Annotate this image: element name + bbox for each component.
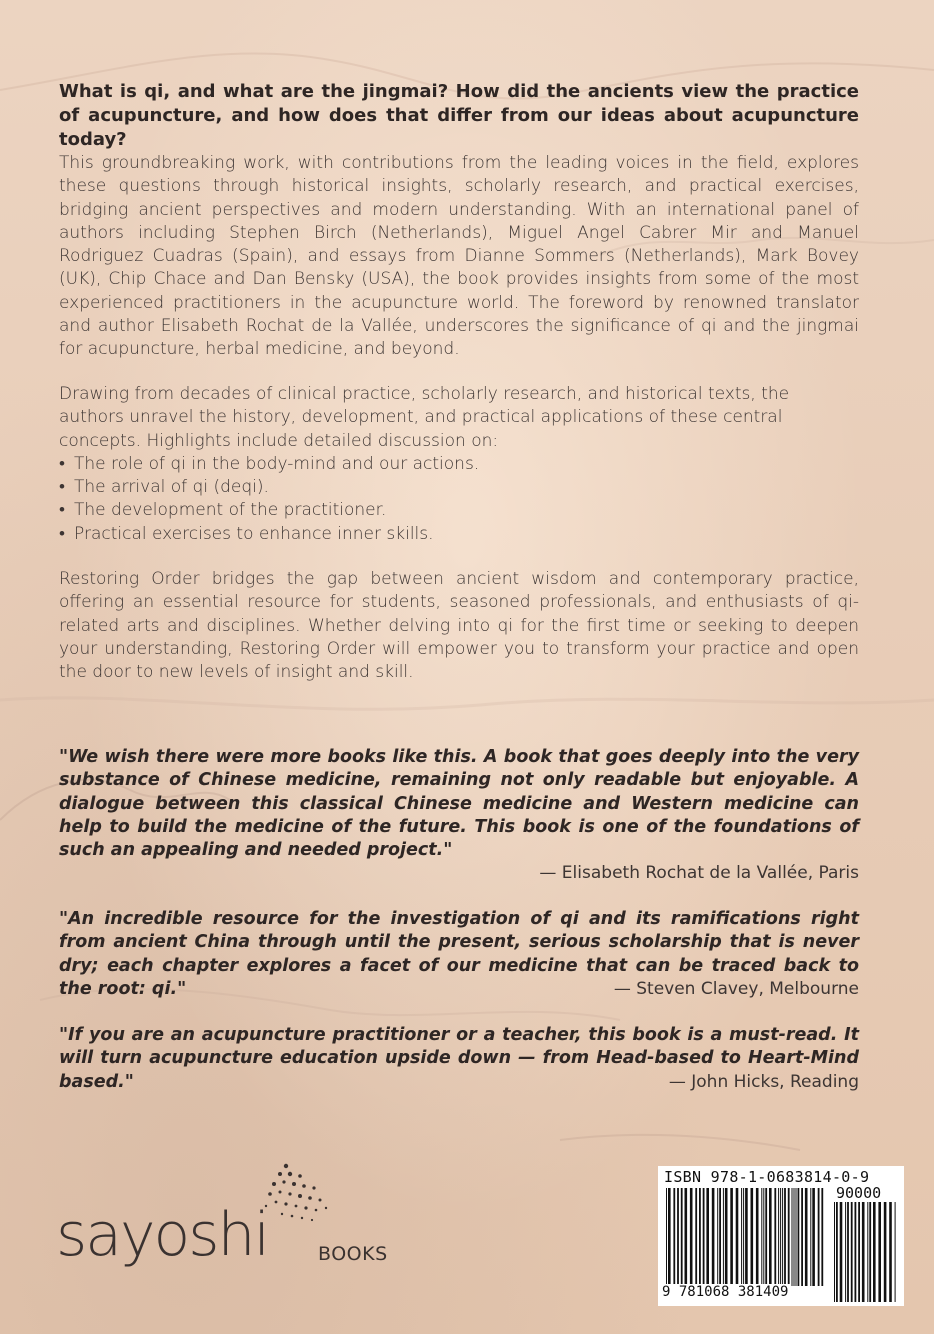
highlights-intro: Drawing from decades of clinical practice, scholarly research, and historical texts, the authors unravel the history, development, and practical applications of these central concepts. Highlights include detailed discussion on:: [59, 384, 790, 451]
barcode-bar: [712, 1188, 715, 1286]
barcode-bar: [858, 1202, 860, 1302]
logo-wordmark: sayoshi: [56, 1200, 269, 1270]
list-item: • The arrival of qi (deqi).: [59, 476, 859, 499]
barcode-bar: [818, 1188, 820, 1286]
barcode-bar: [889, 1202, 892, 1302]
barcode-bar: [719, 1188, 721, 1286]
barcode-bar: [774, 1188, 776, 1286]
list-item: • The development of the practitioner.: [59, 499, 859, 522]
barcode-bar: [723, 1188, 724, 1286]
barcode-bar: [668, 1188, 671, 1286]
endorsement-attribution: — John Hicks, Reading: [668, 1072, 859, 1092]
endorsement-attribution: — Elisabeth Rochat de la Vallée, Paris: [539, 863, 859, 883]
barcode-bar: [717, 1188, 718, 1286]
barcode-bar: [741, 1188, 742, 1286]
price-addon-number: 90000: [836, 1184, 882, 1202]
barcode-bar: [821, 1188, 823, 1286]
barcode-bar: [685, 1188, 688, 1286]
barcode-bar: [796, 1188, 797, 1286]
barcode-bar: [681, 1188, 683, 1286]
barcode-bar: [745, 1188, 748, 1286]
barcode-bar: [736, 1188, 739, 1286]
barcode-bar: [847, 1202, 849, 1302]
barcode-bar: [851, 1202, 853, 1302]
barcode-bar: [792, 1188, 793, 1286]
publisher-logo: [56, 1160, 396, 1290]
barcode-bar: [666, 1188, 667, 1286]
isbn-barcode: [658, 1166, 904, 1306]
ean-barcode-bars: [666, 1188, 826, 1286]
barcode-bar: [855, 1202, 857, 1302]
list-item: • Practical exercises to enhance inner skills.: [59, 523, 859, 546]
barcode-bar: [780, 1188, 781, 1286]
barcode-bar: [730, 1188, 733, 1286]
barcode-bar: [699, 1188, 701, 1286]
logo-books-label: BOOKS: [318, 1243, 388, 1265]
barcode-bar: [836, 1202, 838, 1302]
barcode-bar: [840, 1202, 843, 1302]
barcode-bar: [690, 1188, 693, 1286]
barcode-bar: [834, 1202, 835, 1302]
highlights-list: [59, 453, 859, 546]
barcode-bar: [878, 1202, 881, 1302]
lead-question: What is qi, and what are the jingmai? How did the ancients view the practice of acupuncture, and how does that differ from our ideas about acupuncture today?: [59, 81, 859, 150]
barcode-bar: [765, 1188, 767, 1286]
barcode-bar: [788, 1188, 790, 1286]
ean-number: 9 781068 381409: [662, 1284, 789, 1300]
barcode-bar: [812, 1188, 815, 1286]
endorsement-attribution: — Steven Clavey, Melbourne: [613, 979, 859, 999]
endorsement-quote: "We wish there were more books like this. A book that goes deeply into the very substance of Chinese medicine, remaining not only readable but enjoyable. A dialogue between this classical Chinese medicine and Western medicine can help to build the medicine of the future. This book is one of the foundations of such an appealing and needed project.": [59, 747, 859, 861]
barcode-bar: [743, 1188, 744, 1286]
barcode-bar: [794, 1188, 795, 1286]
barcode-bar: [845, 1202, 846, 1302]
barcode-bar: [867, 1202, 868, 1302]
barcode-bar: [784, 1188, 786, 1286]
barcode-bar: [751, 1188, 754, 1286]
barcode-bar: [677, 1188, 679, 1286]
barcode-bar: [869, 1202, 871, 1302]
isbn-label: ISBN 978-1-0683814-0-9: [664, 1168, 870, 1186]
barcode-bar: [769, 1188, 772, 1286]
barcode-bar: [778, 1188, 779, 1286]
barcode-bar: [862, 1202, 865, 1302]
barcode-bar: [782, 1188, 783, 1286]
barcode-bar: [761, 1188, 762, 1286]
description-paragraph-3: Restoring Order bridges the gap between ancient wisdom and contemporary practice, offering an essential resource for students, seasoned professionals, and enthusiasts of qi-related arts and disciplines. Whether delving into qi for the first time or seeking to deepen your understanding, Restoring Order will empower you to transform your practice and open the door to new levels of insight and skill.: [59, 569, 859, 683]
barcode-bar: [810, 1188, 811, 1286]
barcode-bar: [884, 1202, 887, 1302]
list-item: • The role of qi in the body-mind and our actions.: [59, 453, 859, 476]
barcode-bar: [873, 1202, 876, 1302]
barcode-bar: [725, 1188, 728, 1286]
barcode-bar: [805, 1188, 808, 1286]
barcode-bar: [695, 1188, 697, 1286]
barcode-bar: [703, 1188, 705, 1286]
barcode-bar: [673, 1188, 675, 1286]
barcode-bar: [756, 1188, 759, 1286]
barcode-bar: [801, 1188, 803, 1286]
addon-barcode-bars: [834, 1202, 898, 1302]
endorsement-quote: "An incredible resource for the investigation of qi and its ramifications right from ancient China through until the present, serious scholarship that is never dry; each chapter explores a facet of our medicine that can be traced back to the root: qi.": [59, 909, 859, 999]
barcode-bar: [798, 1188, 800, 1286]
barcode-bar: [763, 1188, 764, 1286]
barcode-bar: [706, 1188, 709, 1286]
description-paragraph-1: This groundbreaking work, with contributions from the leading voices in the field, explores these questions through historical insights, scholarly research, and practical exercises, bridging ancient perspectives and modern understanding. With an international panel of authors including Stephen Birch (Netherlands), Miguel Angel Cabrer Mir and Manuel Rodriguez Cuadras (Spain), and essays from Dianne Sommers (Netherlands), Mark Bovey (UK), Chip Chace and Dan Bensky (USA), the book provides insights from some of the most experienced practitioners in the acupuncture world. The foreword by renowned translator and author Elisabeth Rochat de la Vallée, underscores the significance of qi and the jingmai for acupuncture, herbal medicine, and beyond.: [59, 153, 859, 360]
barcode-bar: [895, 1202, 896, 1302]
description-paragraph-2: [59, 383, 859, 546]
endorsement-quote: "If you are an acupuncture practitioner or a teacher, this book is a must-read. It will turn acupuncture education upside down — from Head-based to Heart-Mind based.": [59, 1025, 859, 1092]
